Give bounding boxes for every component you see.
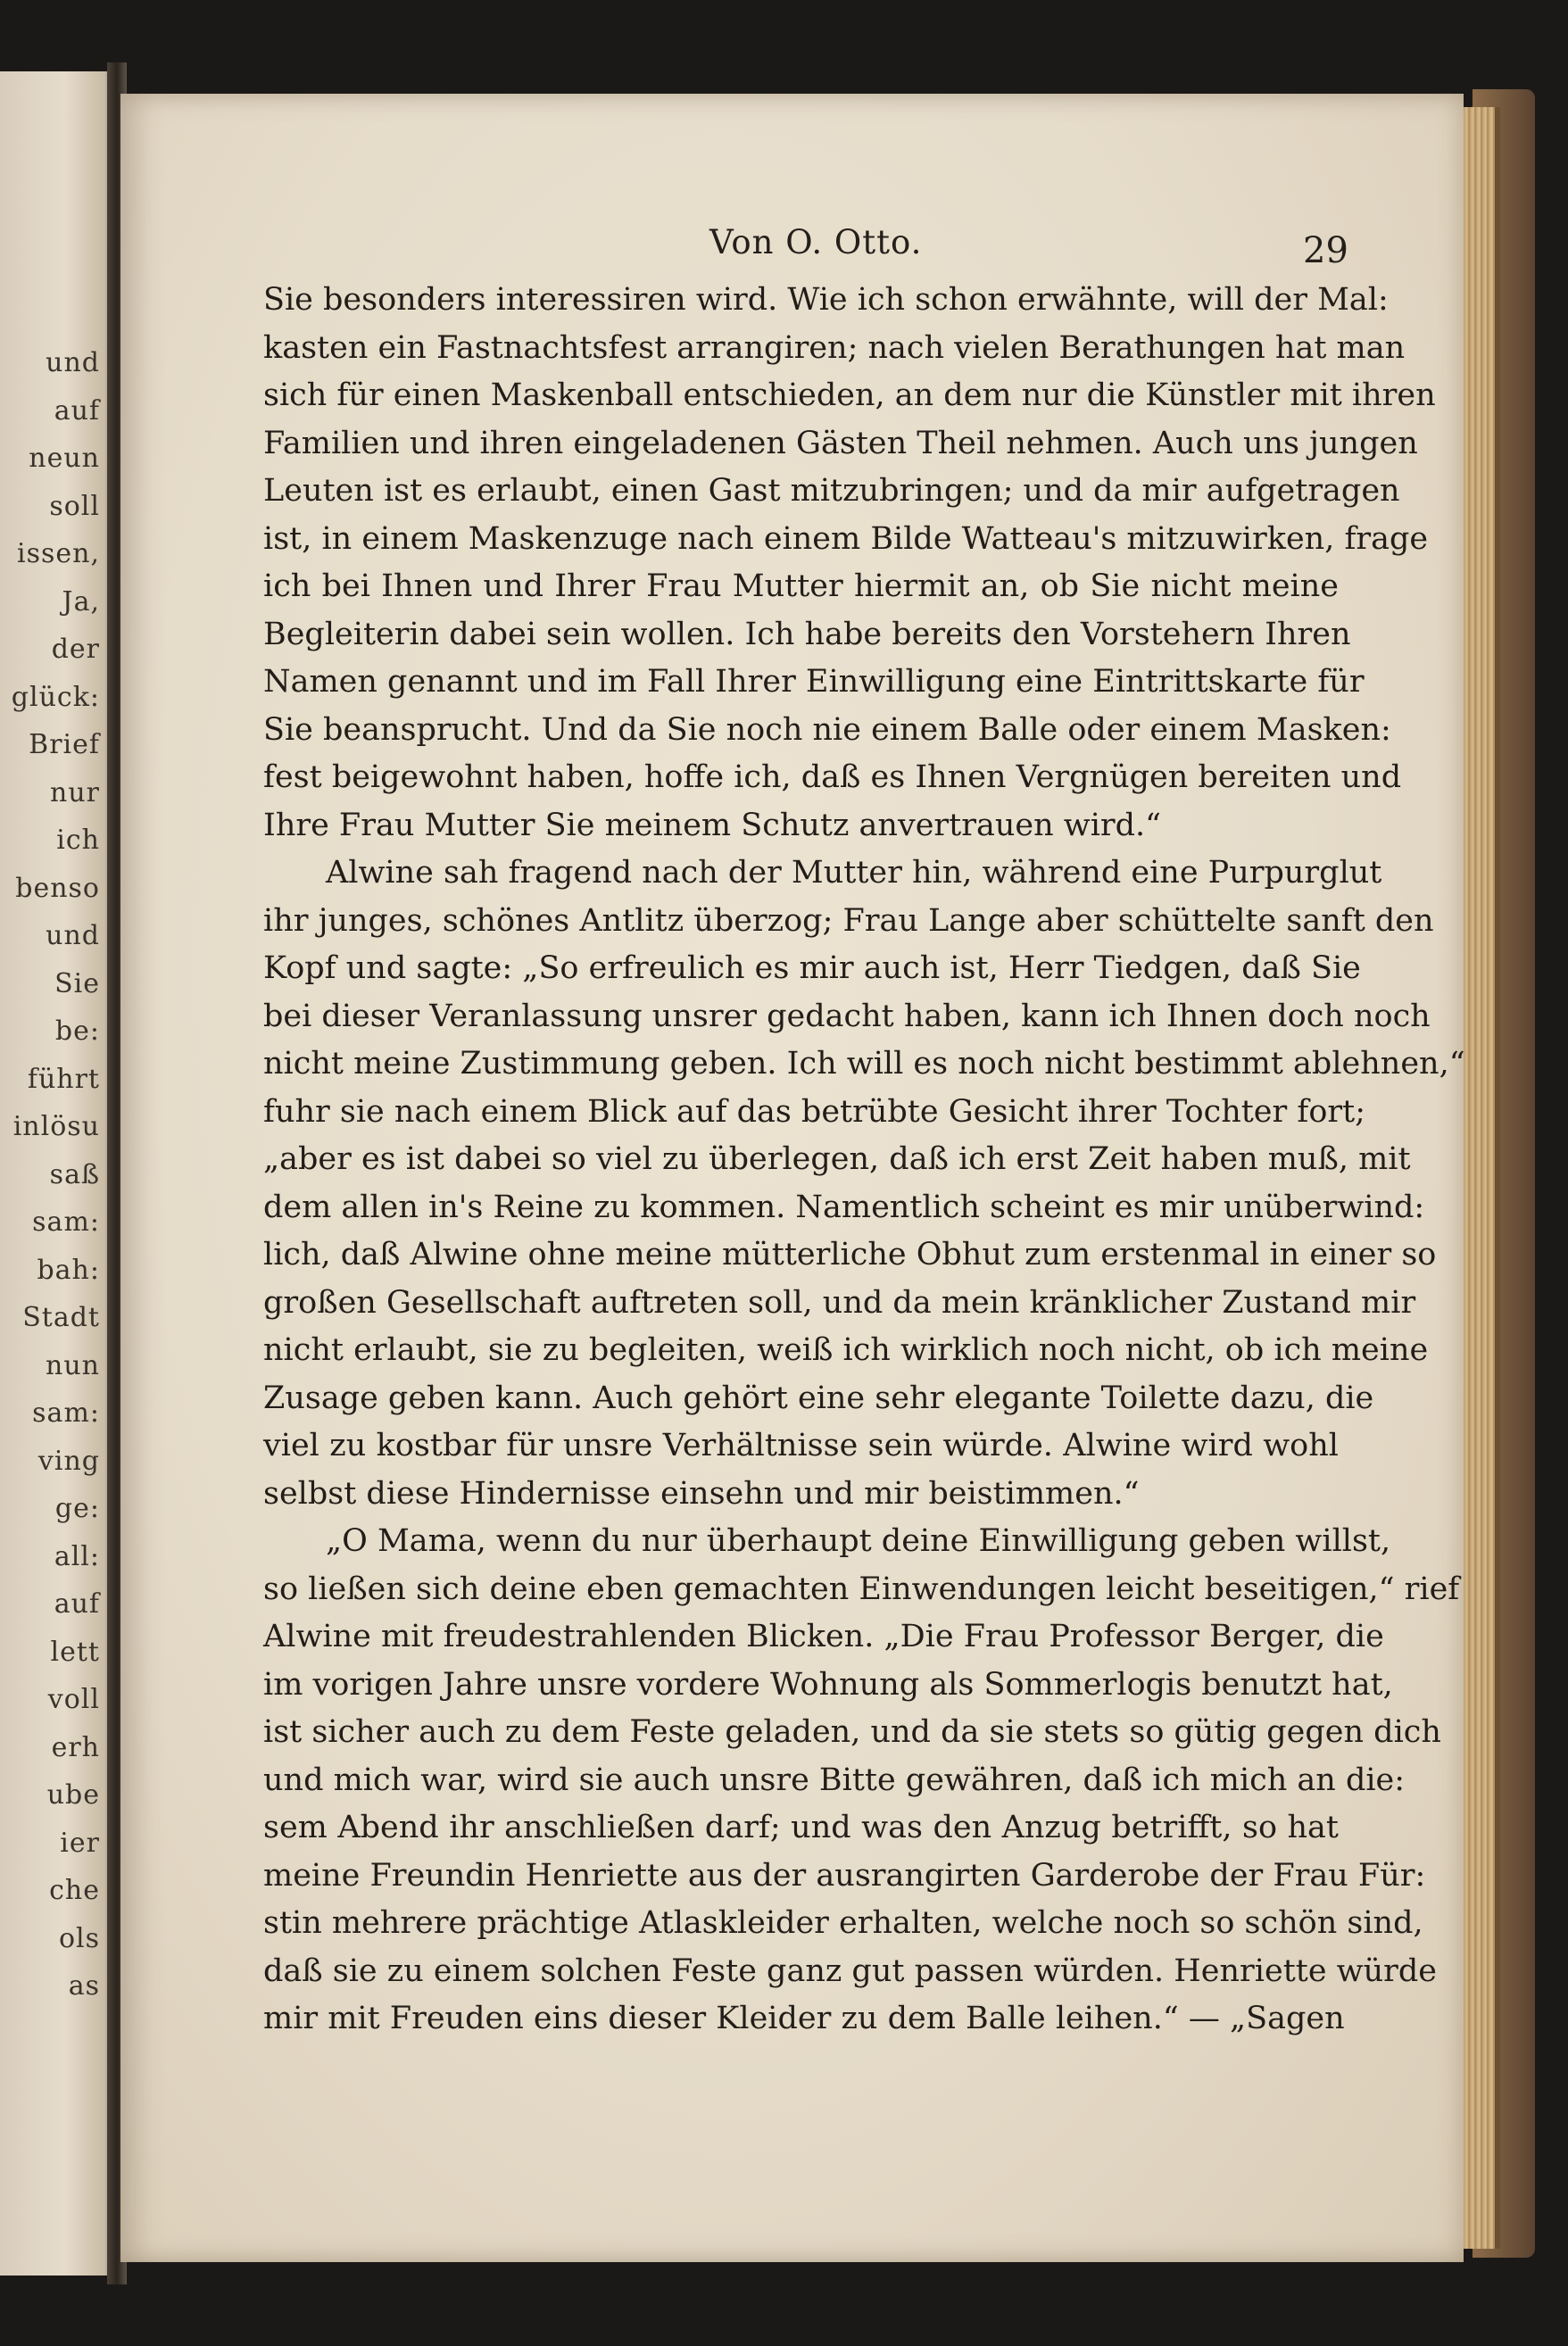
left-page-fragment: und bbox=[46, 920, 100, 951]
text-line: nicht erlaubt, sie zu begleiten, weiß ich wirklich noch nicht, ob ich meine bbox=[263, 1332, 1429, 1368]
left-page-fragment: lett bbox=[50, 1636, 100, 1668]
text-line: sem Abend ihr anschließen darf; und was den Anzug betrifft, so hat bbox=[263, 1810, 1339, 1845]
left-page-fragment: ich bbox=[56, 825, 100, 856]
text-line: fuhr sie nach einem Blick auf das betrübte Gesicht ihrer Tochter fort; bbox=[263, 1093, 1365, 1130]
left-page-fragment: ols bbox=[58, 1922, 100, 1954]
text-line: Sie beansprucht. Und da Sie noch nie einem Balle oder einem Masken: bbox=[263, 711, 1391, 748]
text-line: fest beigewohnt haben, hoffe ich, daß es Ihnen Vergnügen bereiten und bbox=[263, 759, 1402, 795]
text-line: meine Freundin Henriette aus der ausrangirten Garderobe der Frau Für: bbox=[263, 1857, 1426, 1894]
left-page-text-fragments bbox=[0, 339, 100, 2010]
text-line: viel zu kostbar für unsre Verhältnisse sein würde. Alwine wird wohl bbox=[263, 1428, 1339, 1463]
text-line: mir mit Freuden eins dieser Kleider zu dem Balle leihen.“ — „Sagen bbox=[263, 2001, 1345, 2036]
text-line: Namen genannt und im Fall Ihrer Einwilligung eine Eintrittskarte für bbox=[263, 664, 1365, 700]
text-line: im vorigen Jahre unsre vordere Wohnung als Sommerlogis benutzt hat, bbox=[263, 1666, 1393, 1703]
body-text bbox=[263, 277, 1465, 2043]
text-line: stin mehrere prächtige Atlaskleider erhalten, welche noch so schön sind, bbox=[263, 1905, 1423, 1941]
text-line: Sie besonders interessiren wird. Wie ich schon erwähnte, will der Mal: bbox=[263, 282, 1389, 318]
left-page-fragment: voll bbox=[47, 1684, 100, 1715]
left-page-fragment: benso bbox=[15, 872, 100, 904]
text-line: daß sie zu einem solchen Feste ganz gut passen würden. Henriette würde bbox=[263, 1952, 1438, 1989]
text-line: kasten ein Fastnachtsfest arrangiren; nach vielen Berathungen hat man bbox=[263, 329, 1406, 366]
left-page-fragment: soll bbox=[49, 490, 100, 522]
text-line: selbst diese Hindernisse einsehn und mir beistimmen.“ bbox=[263, 1475, 1140, 1512]
text-line: so ließen sich deine eben gemachten Einwendungen leicht beseitigen,“ rief bbox=[263, 1571, 1460, 1607]
text-line: ist, in einem Maskenzuge nach einem Bilde Watteau's mitzuwirken, frage bbox=[263, 520, 1429, 557]
left-page-fragment: glück: bbox=[11, 681, 100, 713]
left-page-fragment: ge: bbox=[54, 1493, 100, 1524]
book-page bbox=[120, 94, 1464, 2262]
left-page-fragment: neun bbox=[29, 443, 100, 474]
text-line: „O Mama, wenn du nur überhaupt deine Einwilligung geben willst, bbox=[326, 1523, 1391, 1559]
left-page-fragment: as bbox=[68, 1970, 100, 2002]
left-page-fragment: ier bbox=[60, 1827, 100, 1859]
text-line: Alwine sah fragend nach der Mutter hin, während eine Purpurglut bbox=[326, 855, 1382, 891]
text-line: großen Gesellschaft auftreten soll, und da mein kränklicher Zustand mir bbox=[263, 1284, 1416, 1321]
left-page-fragment: Brief bbox=[29, 729, 100, 760]
left-page-fragment: auf bbox=[54, 394, 100, 427]
left-page-fragment: all: bbox=[54, 1540, 100, 1572]
left-facing-page bbox=[0, 71, 116, 2276]
text-line: sich für einen Maskenball entschieden, an dem nur die Künstler mit ihren bbox=[263, 377, 1436, 413]
left-page-fragment: der bbox=[51, 634, 100, 665]
text-line: lich, daß Alwine ohne meine mütterliche Obhut zum erstenmal in einer so bbox=[263, 1237, 1437, 1272]
text-line: dem allen in's Reine zu kommen. Namentlich scheint es mir unüberwind: bbox=[263, 1189, 1425, 1225]
text-line: „aber es ist dabei so viel zu überlegen, daß ich erst Zeit haben muß, mit bbox=[263, 1141, 1411, 1177]
left-page-fragment: sam: bbox=[32, 1397, 100, 1429]
left-page-fragment: ube bbox=[46, 1779, 100, 1811]
left-page-fragment: inlösu bbox=[12, 1111, 100, 1142]
text-line: Kopf und sagte: „So erfreulich es mir auch ist, Herr Tiedgen, daß Sie bbox=[263, 950, 1361, 986]
left-page-fragment: Stadt bbox=[22, 1302, 100, 1333]
text-line: ihr junges, schönes Antlitz überzog; Frau Lange aber schüttelte sanft den bbox=[263, 902, 1434, 939]
left-page-fragment: issen, bbox=[17, 538, 100, 569]
text-line: Leuten ist es erlaubt, einen Gast mitzubringen; und da mir aufgetragen bbox=[263, 473, 1400, 509]
text-line: bei dieser Veranlassung unsrer gedacht haben, kann ich Ihnen doch noch bbox=[263, 998, 1431, 1034]
text-line: nicht meine Zustimmung geben. Ich will es noch nicht bestimmt ablehnen,“ bbox=[263, 1046, 1465, 1082]
text-line: Zusage geben kann. Auch gehört eine sehr elegante Toilette dazu, die bbox=[263, 1380, 1374, 1416]
left-page-fragment: sam: bbox=[32, 1206, 100, 1238]
left-page-fragment: Ja, bbox=[62, 585, 100, 618]
left-page-fragment: Sie bbox=[54, 967, 100, 999]
page-header bbox=[120, 223, 1464, 277]
text-line: Ihre Frau Mutter Sie meinem Schutz anvertrauen wird.“ bbox=[263, 807, 1162, 843]
left-page-fragment: führt bbox=[27, 1063, 100, 1095]
left-page-fragment: saß bbox=[49, 1158, 100, 1190]
left-page-fragment: und bbox=[46, 347, 100, 378]
text-line: Familien und ihren eingeladenen Gästen Theil nehmen. Auch uns jungen bbox=[263, 425, 1418, 461]
text-line: ich bei Ihnen und Ihrer Frau Mutter hiermit an, ob Sie nicht meine bbox=[263, 568, 1339, 604]
text-line: Alwine mit freudestrahlenden Blicken. „Die Frau Professor Berger, die bbox=[263, 1619, 1384, 1654]
left-page-fragment: nur bbox=[50, 776, 100, 808]
left-page-fragment: be: bbox=[54, 1015, 100, 1047]
running-head: Von O. Otto. bbox=[709, 223, 923, 261]
text-line: ist sicher auch zu dem Feste geladen, und da sie stets so gütig gegen dich bbox=[263, 1714, 1441, 1750]
left-page-fragment: erh bbox=[51, 1731, 100, 1763]
left-page-fragment: nun bbox=[46, 1349, 100, 1381]
left-page-fragment: ving bbox=[37, 1445, 100, 1477]
left-page-fragment: bah: bbox=[37, 1254, 100, 1286]
page-number: 29 bbox=[1303, 230, 1348, 271]
text-line: und mich war, wird sie auch unsre Bitte gewähren, daß ich mich an die: bbox=[263, 1762, 1406, 1798]
left-page-fragment: che bbox=[49, 1875, 100, 1906]
left-page-fragment: auf bbox=[54, 1588, 100, 1620]
text-line: Begleiterin dabei sein wollen. Ich habe bereits den Vorstehern Ihren bbox=[263, 616, 1351, 652]
